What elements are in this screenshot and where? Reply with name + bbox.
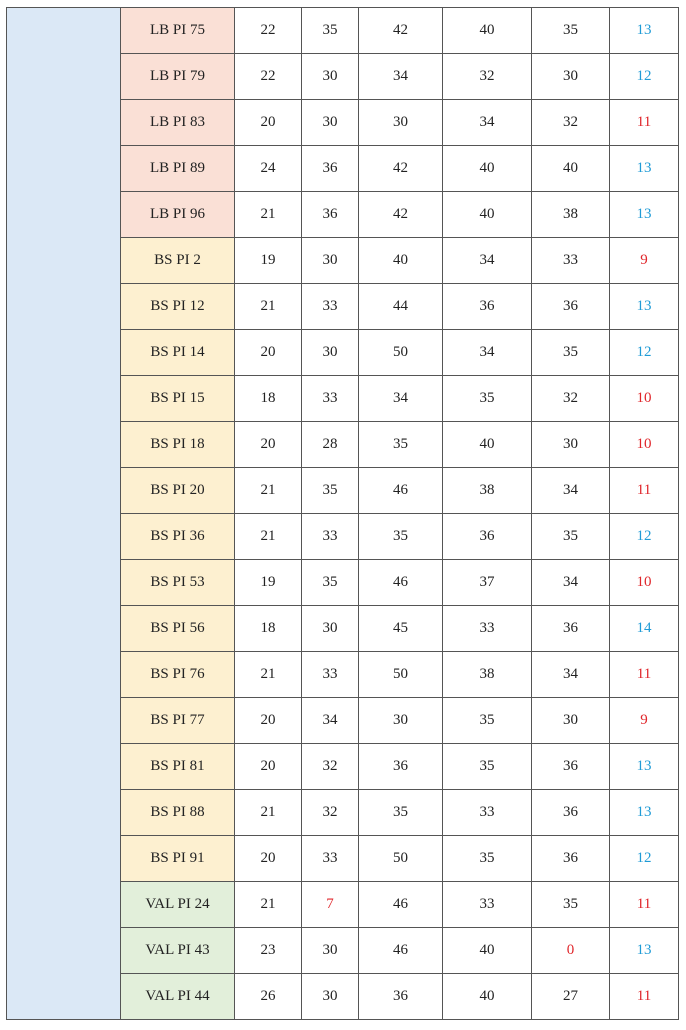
value-cell: 32 bbox=[532, 376, 610, 422]
row-name-cell: LB PI 79 bbox=[121, 54, 235, 100]
value-cell: 21 bbox=[235, 284, 302, 330]
value-cell: 28 bbox=[302, 422, 359, 468]
value-cell: 22 bbox=[235, 54, 302, 100]
value-cell: 46 bbox=[359, 560, 443, 606]
value-cell: 50 bbox=[359, 330, 443, 376]
total-cell: 12 bbox=[610, 514, 679, 560]
value-cell: 33 bbox=[302, 836, 359, 882]
row-name-cell: BS PI 12 bbox=[121, 284, 235, 330]
row-name-cell: VAL PI 24 bbox=[121, 882, 235, 928]
total-cell: 12 bbox=[610, 54, 679, 100]
value-cell: 45 bbox=[359, 606, 443, 652]
value-cell: 21 bbox=[235, 652, 302, 698]
value-cell: 35 bbox=[443, 744, 532, 790]
row-name-cell: BS PI 77 bbox=[121, 698, 235, 744]
value-cell: 7 bbox=[302, 882, 359, 928]
value-cell: 40 bbox=[443, 974, 532, 1020]
value-cell: 36 bbox=[532, 284, 610, 330]
total-cell: 12 bbox=[610, 330, 679, 376]
value-cell: 20 bbox=[235, 330, 302, 376]
value-cell: 36 bbox=[359, 974, 443, 1020]
value-cell: 30 bbox=[302, 100, 359, 146]
row-name-cell: BS PI 20 bbox=[121, 468, 235, 514]
value-cell: 24 bbox=[235, 146, 302, 192]
value-cell: 23 bbox=[235, 928, 302, 974]
value-cell: 21 bbox=[235, 468, 302, 514]
value-cell: 34 bbox=[532, 468, 610, 514]
row-name-cell: LB PI 89 bbox=[121, 146, 235, 192]
total-cell: 10 bbox=[610, 422, 679, 468]
value-cell: 36 bbox=[302, 146, 359, 192]
total-cell: 13 bbox=[610, 146, 679, 192]
value-cell: 40 bbox=[443, 146, 532, 192]
value-cell: 40 bbox=[532, 146, 610, 192]
total-cell: 12 bbox=[610, 836, 679, 882]
value-cell: 33 bbox=[443, 790, 532, 836]
row-name-cell: LB PI 96 bbox=[121, 192, 235, 238]
value-cell: 44 bbox=[359, 284, 443, 330]
value-cell: 46 bbox=[359, 928, 443, 974]
value-cell: 33 bbox=[443, 606, 532, 652]
value-cell: 32 bbox=[302, 790, 359, 836]
value-cell: 30 bbox=[302, 606, 359, 652]
table-row bbox=[7, 8, 679, 54]
value-cell: 32 bbox=[302, 744, 359, 790]
total-cell: 13 bbox=[610, 790, 679, 836]
value-cell: 34 bbox=[532, 560, 610, 606]
data-table bbox=[6, 7, 679, 1020]
row-name-cell: BS PI 53 bbox=[121, 560, 235, 606]
value-cell: 35 bbox=[443, 376, 532, 422]
row-name-cell: BS PI 18 bbox=[121, 422, 235, 468]
value-cell: 30 bbox=[359, 698, 443, 744]
value-cell: 34 bbox=[359, 376, 443, 422]
value-cell: 27 bbox=[532, 974, 610, 1020]
value-cell: 22 bbox=[235, 8, 302, 54]
value-cell: 33 bbox=[443, 882, 532, 928]
value-cell: 33 bbox=[532, 238, 610, 284]
row-name-cell: LB PI 75 bbox=[121, 8, 235, 54]
value-cell: 34 bbox=[443, 330, 532, 376]
value-cell: 50 bbox=[359, 652, 443, 698]
value-cell: 33 bbox=[302, 284, 359, 330]
value-cell: 37 bbox=[443, 560, 532, 606]
value-cell: 36 bbox=[532, 790, 610, 836]
value-cell: 19 bbox=[235, 238, 302, 284]
value-cell: 42 bbox=[359, 146, 443, 192]
value-cell: 20 bbox=[235, 100, 302, 146]
value-cell: 30 bbox=[302, 54, 359, 100]
total-cell: 9 bbox=[610, 238, 679, 284]
value-cell: 46 bbox=[359, 468, 443, 514]
row-name-cell: BS PI 36 bbox=[121, 514, 235, 560]
total-cell: 13 bbox=[610, 744, 679, 790]
table-container bbox=[6, 7, 679, 1020]
total-cell: 9 bbox=[610, 698, 679, 744]
value-cell: 35 bbox=[302, 560, 359, 606]
value-cell: 35 bbox=[532, 8, 610, 54]
value-cell: 20 bbox=[235, 698, 302, 744]
row-name-cell: BS PI 2 bbox=[121, 238, 235, 284]
value-cell: 50 bbox=[359, 836, 443, 882]
value-cell: 34 bbox=[302, 698, 359, 744]
value-cell: 21 bbox=[235, 882, 302, 928]
value-cell: 30 bbox=[532, 54, 610, 100]
row-name-cell: BS PI 15 bbox=[121, 376, 235, 422]
value-cell: 40 bbox=[359, 238, 443, 284]
row-name-cell: BS PI 88 bbox=[121, 790, 235, 836]
value-cell: 42 bbox=[359, 8, 443, 54]
value-cell: 33 bbox=[302, 376, 359, 422]
value-cell: 35 bbox=[302, 468, 359, 514]
value-cell: 34 bbox=[443, 100, 532, 146]
value-cell: 20 bbox=[235, 836, 302, 882]
value-cell: 46 bbox=[359, 882, 443, 928]
group-column-cell bbox=[7, 8, 121, 1020]
value-cell: 30 bbox=[302, 928, 359, 974]
value-cell: 33 bbox=[302, 652, 359, 698]
value-cell: 32 bbox=[532, 100, 610, 146]
value-cell: 42 bbox=[359, 192, 443, 238]
value-cell: 35 bbox=[359, 790, 443, 836]
total-cell: 11 bbox=[610, 468, 679, 514]
value-cell: 34 bbox=[443, 238, 532, 284]
value-cell: 38 bbox=[443, 468, 532, 514]
row-name-cell: BS PI 91 bbox=[121, 836, 235, 882]
value-cell: 30 bbox=[532, 422, 610, 468]
total-cell: 13 bbox=[610, 192, 679, 238]
row-name-cell: VAL PI 43 bbox=[121, 928, 235, 974]
value-cell: 30 bbox=[532, 698, 610, 744]
value-cell: 20 bbox=[235, 744, 302, 790]
total-cell: 11 bbox=[610, 100, 679, 146]
value-cell: 34 bbox=[359, 54, 443, 100]
value-cell: 35 bbox=[359, 422, 443, 468]
value-cell: 35 bbox=[532, 330, 610, 376]
value-cell: 35 bbox=[302, 8, 359, 54]
total-cell: 10 bbox=[610, 376, 679, 422]
total-cell: 11 bbox=[610, 882, 679, 928]
total-cell: 13 bbox=[610, 284, 679, 330]
value-cell: 34 bbox=[532, 652, 610, 698]
value-cell: 36 bbox=[532, 744, 610, 790]
value-cell: 18 bbox=[235, 376, 302, 422]
row-name-cell: BS PI 56 bbox=[121, 606, 235, 652]
value-cell: 21 bbox=[235, 790, 302, 836]
row-name-cell: BS PI 76 bbox=[121, 652, 235, 698]
row-name-cell: BS PI 14 bbox=[121, 330, 235, 376]
total-cell: 14 bbox=[610, 606, 679, 652]
value-cell: 0 bbox=[532, 928, 610, 974]
value-cell: 40 bbox=[443, 8, 532, 54]
value-cell: 33 bbox=[302, 514, 359, 560]
value-cell: 35 bbox=[443, 698, 532, 744]
row-name-cell: VAL PI 44 bbox=[121, 974, 235, 1020]
value-cell: 35 bbox=[359, 514, 443, 560]
row-name-cell: BS PI 81 bbox=[121, 744, 235, 790]
value-cell: 35 bbox=[532, 514, 610, 560]
value-cell: 26 bbox=[235, 974, 302, 1020]
value-cell: 30 bbox=[302, 974, 359, 1020]
row-name-cell: LB PI 83 bbox=[121, 100, 235, 146]
total-cell: 11 bbox=[610, 652, 679, 698]
total-cell: 13 bbox=[610, 8, 679, 54]
value-cell: 36 bbox=[302, 192, 359, 238]
value-cell: 20 bbox=[235, 422, 302, 468]
value-cell: 40 bbox=[443, 422, 532, 468]
total-cell: 13 bbox=[610, 928, 679, 974]
value-cell: 36 bbox=[443, 284, 532, 330]
value-cell: 38 bbox=[443, 652, 532, 698]
value-cell: 32 bbox=[443, 54, 532, 100]
value-cell: 30 bbox=[359, 100, 443, 146]
value-cell: 40 bbox=[443, 928, 532, 974]
value-cell: 40 bbox=[443, 192, 532, 238]
table-body bbox=[7, 8, 679, 1020]
total-cell: 11 bbox=[610, 974, 679, 1020]
value-cell: 35 bbox=[532, 882, 610, 928]
value-cell: 38 bbox=[532, 192, 610, 238]
value-cell: 30 bbox=[302, 330, 359, 376]
total-cell: 10 bbox=[610, 560, 679, 606]
value-cell: 19 bbox=[235, 560, 302, 606]
value-cell: 36 bbox=[532, 606, 610, 652]
value-cell: 18 bbox=[235, 606, 302, 652]
value-cell: 36 bbox=[359, 744, 443, 790]
value-cell: 21 bbox=[235, 192, 302, 238]
value-cell: 21 bbox=[235, 514, 302, 560]
value-cell: 35 bbox=[443, 836, 532, 882]
value-cell: 36 bbox=[532, 836, 610, 882]
value-cell: 36 bbox=[443, 514, 532, 560]
value-cell: 30 bbox=[302, 238, 359, 284]
